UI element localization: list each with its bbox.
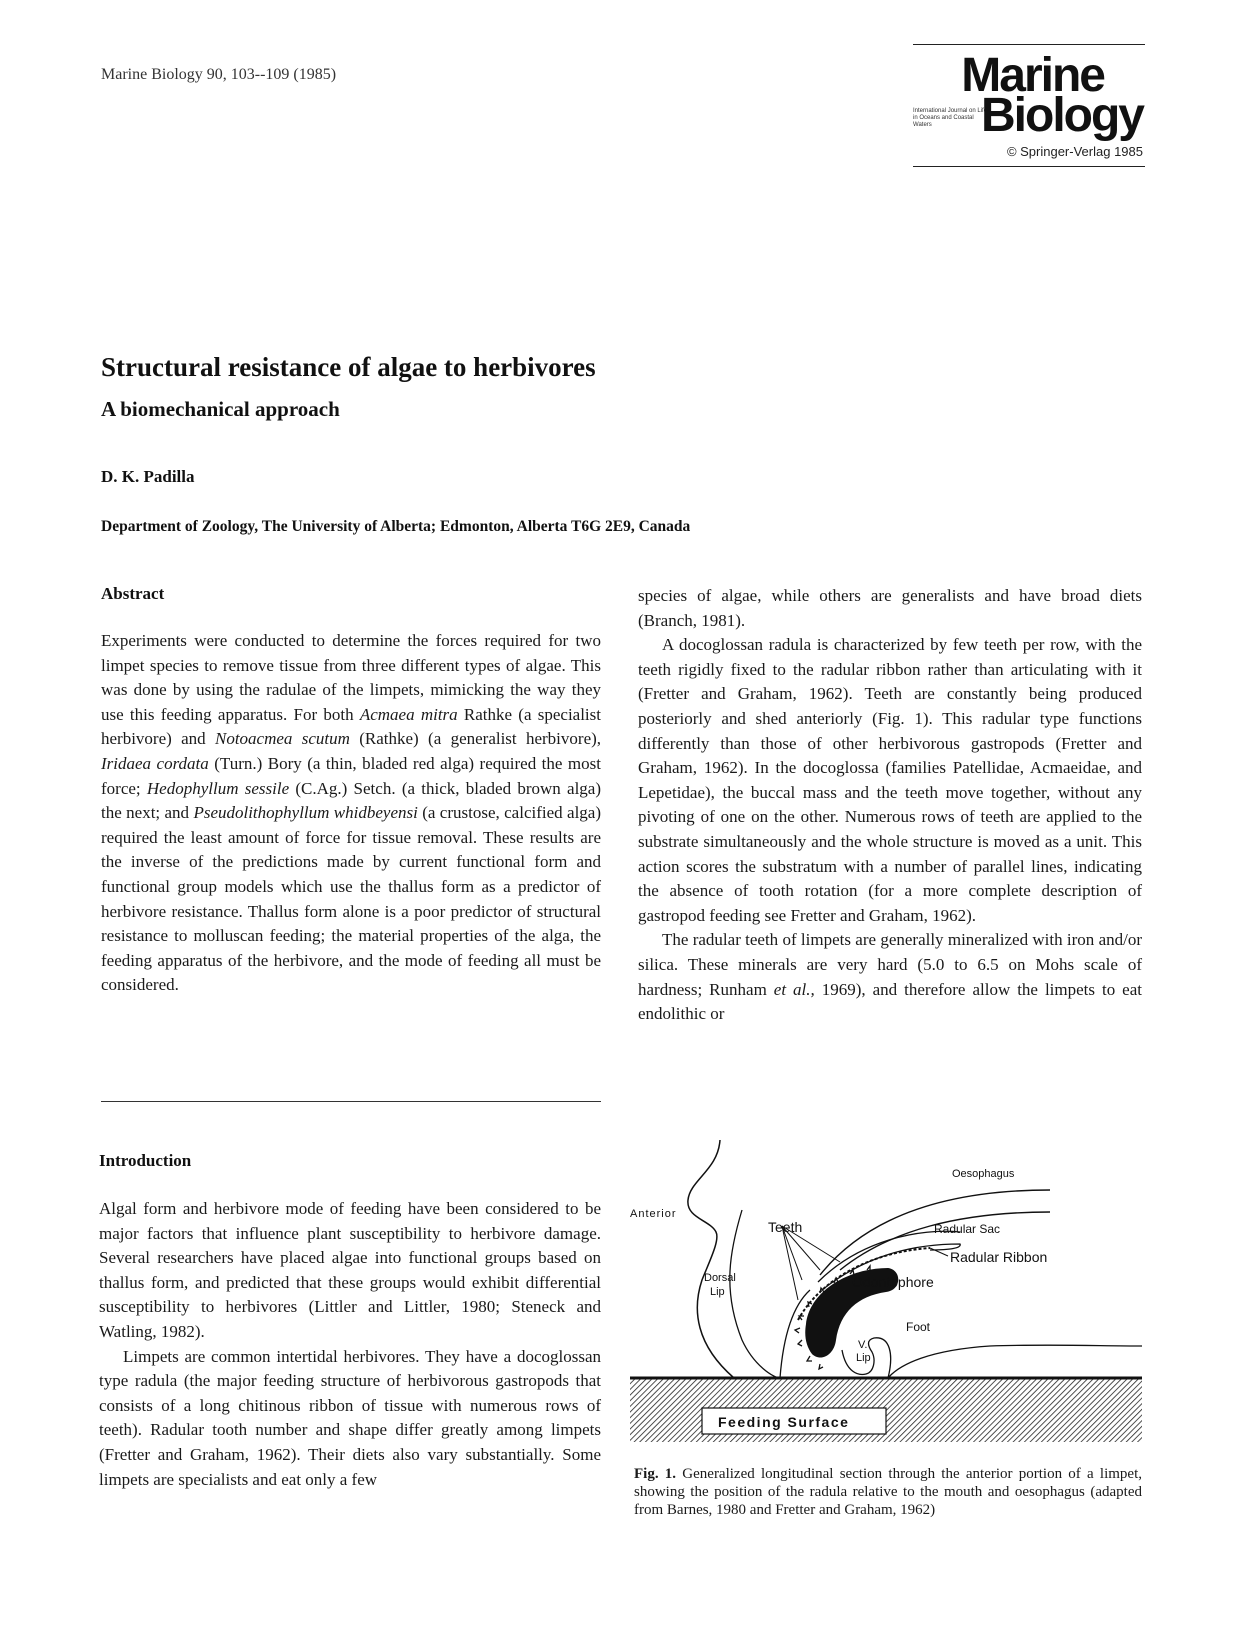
intro-paragraph-1: Algal form and herbivore mode of feeding have been considered to be major factors that influence plant susceptibility to herbivore damage. Several researchers have placed algae into functional groups based on thallus form, and predicted that these groups would exhibit differential susceptibility to herbivores (Littler and Littler, 1980; Steneck and Watling, 1982). xyxy=(99,1199,601,1341)
right-paragraph-3 xyxy=(638,928,1142,1026)
copyright: © Springer-Verlag 1985 xyxy=(1006,144,1143,159)
label-teeth: Teeth xyxy=(768,1219,803,1235)
caption-label: Fig. 1. xyxy=(634,1466,677,1482)
abstract-span: Rathke (a specialist herbivore) and xyxy=(101,704,601,749)
introduction-text xyxy=(99,1197,601,1492)
article-title: Structural resistance of algae to herbivores xyxy=(101,352,596,382)
label-foot: Foot xyxy=(906,1320,931,1334)
abstract-text xyxy=(101,629,601,998)
introduction-heading: Introduction xyxy=(99,1151,192,1170)
label-feeding-surface: Feeding Surface xyxy=(718,1414,850,1430)
caption-text: Generalized longitudinal section through the anterior portion of a limpet, showing the position of the radula relative to the mouth and oesophagus (adapted from Barnes, 1980 and Fretter and Graham, 1962) xyxy=(634,1466,1142,1518)
article-subtitle: A biomechanical approach xyxy=(101,397,340,421)
limpet-diagram xyxy=(630,1140,1142,1458)
abstract-rule xyxy=(101,1101,601,1102)
masthead-top-rule xyxy=(913,44,1145,45)
species-name: Acmaea mitra xyxy=(359,704,458,724)
abstract-span: (a crustose, calcified alga) required the least amount of force for tissue removal. These results are the inverse of the predictions made by current functional form and functional group models which use the thallus form as a predictor of herbivore resistance. Thallus form alone is a poor predictor of structural resistance to molluscan feeding; the material properties of the alga, the feeding apparatus of the herbivore, and the mode of feeding all must be considered. xyxy=(101,803,601,995)
authors: D. K. Padilla xyxy=(101,467,195,486)
head-outline xyxy=(688,1140,734,1378)
dorsal-lip-outline xyxy=(730,1210,810,1378)
masthead-bottom-rule xyxy=(913,166,1145,167)
species-name: Notoacmea scutum xyxy=(215,729,350,749)
label-oesophagus: Oesophagus xyxy=(952,1168,1015,1180)
label-odontophore: Odontophore xyxy=(852,1274,934,1290)
figure-1-caption xyxy=(634,1465,1142,1519)
et-al: et al., xyxy=(773,979,815,999)
abstract-span: (Turn.) Bory (a thin, bladed red alga) required the most force; xyxy=(101,753,601,798)
right-paragraph-3-span: The radular teeth of limpets are generally mineralized with iron and/or silica. These minerals are very hard (5.0 to 6.5 on Mohs scale of hardness; Runham xyxy=(638,930,1142,999)
affiliation: Department of Zoology, The University of Alberta; Edmonton, Alberta T6G 2E9, Canada xyxy=(101,518,691,535)
right-column-text xyxy=(638,584,1142,1027)
journal-masthead xyxy=(913,44,1145,168)
journal-name-marine: Marine xyxy=(961,49,1104,102)
intro-paragraph-2: Limpets are common intertidal herbivores. They have a docoglossan type radula (the major feeding structure of herbivorous gastropods that consists of a long chitinous ribbon of tissue with numerous rows of teeth). Radular tooth number and shape differ greatly among limpets (Fretter and Graham, 1962). Their diets also vary substantially. Some limpets are specialists and eat only a few xyxy=(99,1346,601,1489)
species-name: Iridaea cordata xyxy=(101,753,209,773)
abstract-paragraph xyxy=(101,629,601,998)
right-paragraph-1: species of algae, while others are generalists and have broad diets (Branch, 1981). xyxy=(638,586,1142,630)
abstract-span: Experiments were conducted to determine the forces required for two limpet species to remove tissue from three different types of algae. This was done by using the radulae of the limpets, mimicking the way they use this feeding apparatus. For both xyxy=(101,631,601,724)
label-dorsal: Dorsal xyxy=(704,1272,736,1284)
foot-outline xyxy=(888,1345,1142,1378)
species-name: Hedophyllum sessile xyxy=(146,778,290,798)
right-paragraph-3-span: 1969), and therefore allow the limpets to eat endolithic or xyxy=(638,979,1142,1024)
abstract-heading: Abstract xyxy=(101,584,165,603)
label-dorsal-lip: Lip xyxy=(710,1286,725,1298)
journal-subtitle: International Journal on Life in Oceans and Coastal Waters xyxy=(913,108,988,128)
abstract-span: (C.Ag.) Setch. (a thick, bladed brown alga) the next; and xyxy=(101,778,601,823)
running-head: Marine Biology 90, 103--109 (1985) xyxy=(101,66,337,83)
label-v-lip: Lip xyxy=(856,1352,871,1364)
label-anterior: Anterior xyxy=(630,1208,677,1220)
abstract-span: (Rathke) (a generalist herbivore), xyxy=(349,729,602,749)
label-radular-ribbon: Radular Ribbon xyxy=(950,1249,1048,1265)
species-name: Pseudolithophyllum whidbeyensi xyxy=(193,803,418,823)
label-v: V. xyxy=(858,1339,868,1351)
right-paragraph-2: A docoglossan radula is characterized by few teeth per row, with the teeth rigidly fixed to the radular ribbon rather than articulating with it (Fretter and Graham, 1962). Teeth are constantly being produced posteriorly and shed anteriorly (Fig. 1). This radular type functions differently than those of other herbivorous gastropods (Fretter and Graham, 1962). In the docoglossa (families Patellidae, Acmaeidae, and Lepetidae), the buccal mass and the teeth move together, without any pivoting of one on the other. Numerous rows of teeth are applied to the substrate simultaneously and the whole structure is moved as a unit. This action scores the substratum with a number of parallel lines, indicating the absence of tooth rotation (for a more complete description of gastropod feeding see Fretter and Graham, 1962). xyxy=(638,635,1142,925)
figure-1 xyxy=(630,1140,1142,1458)
label-radular-sac: Radular Sac xyxy=(934,1222,1001,1236)
journal-name-biology: Biology xyxy=(981,89,1143,142)
